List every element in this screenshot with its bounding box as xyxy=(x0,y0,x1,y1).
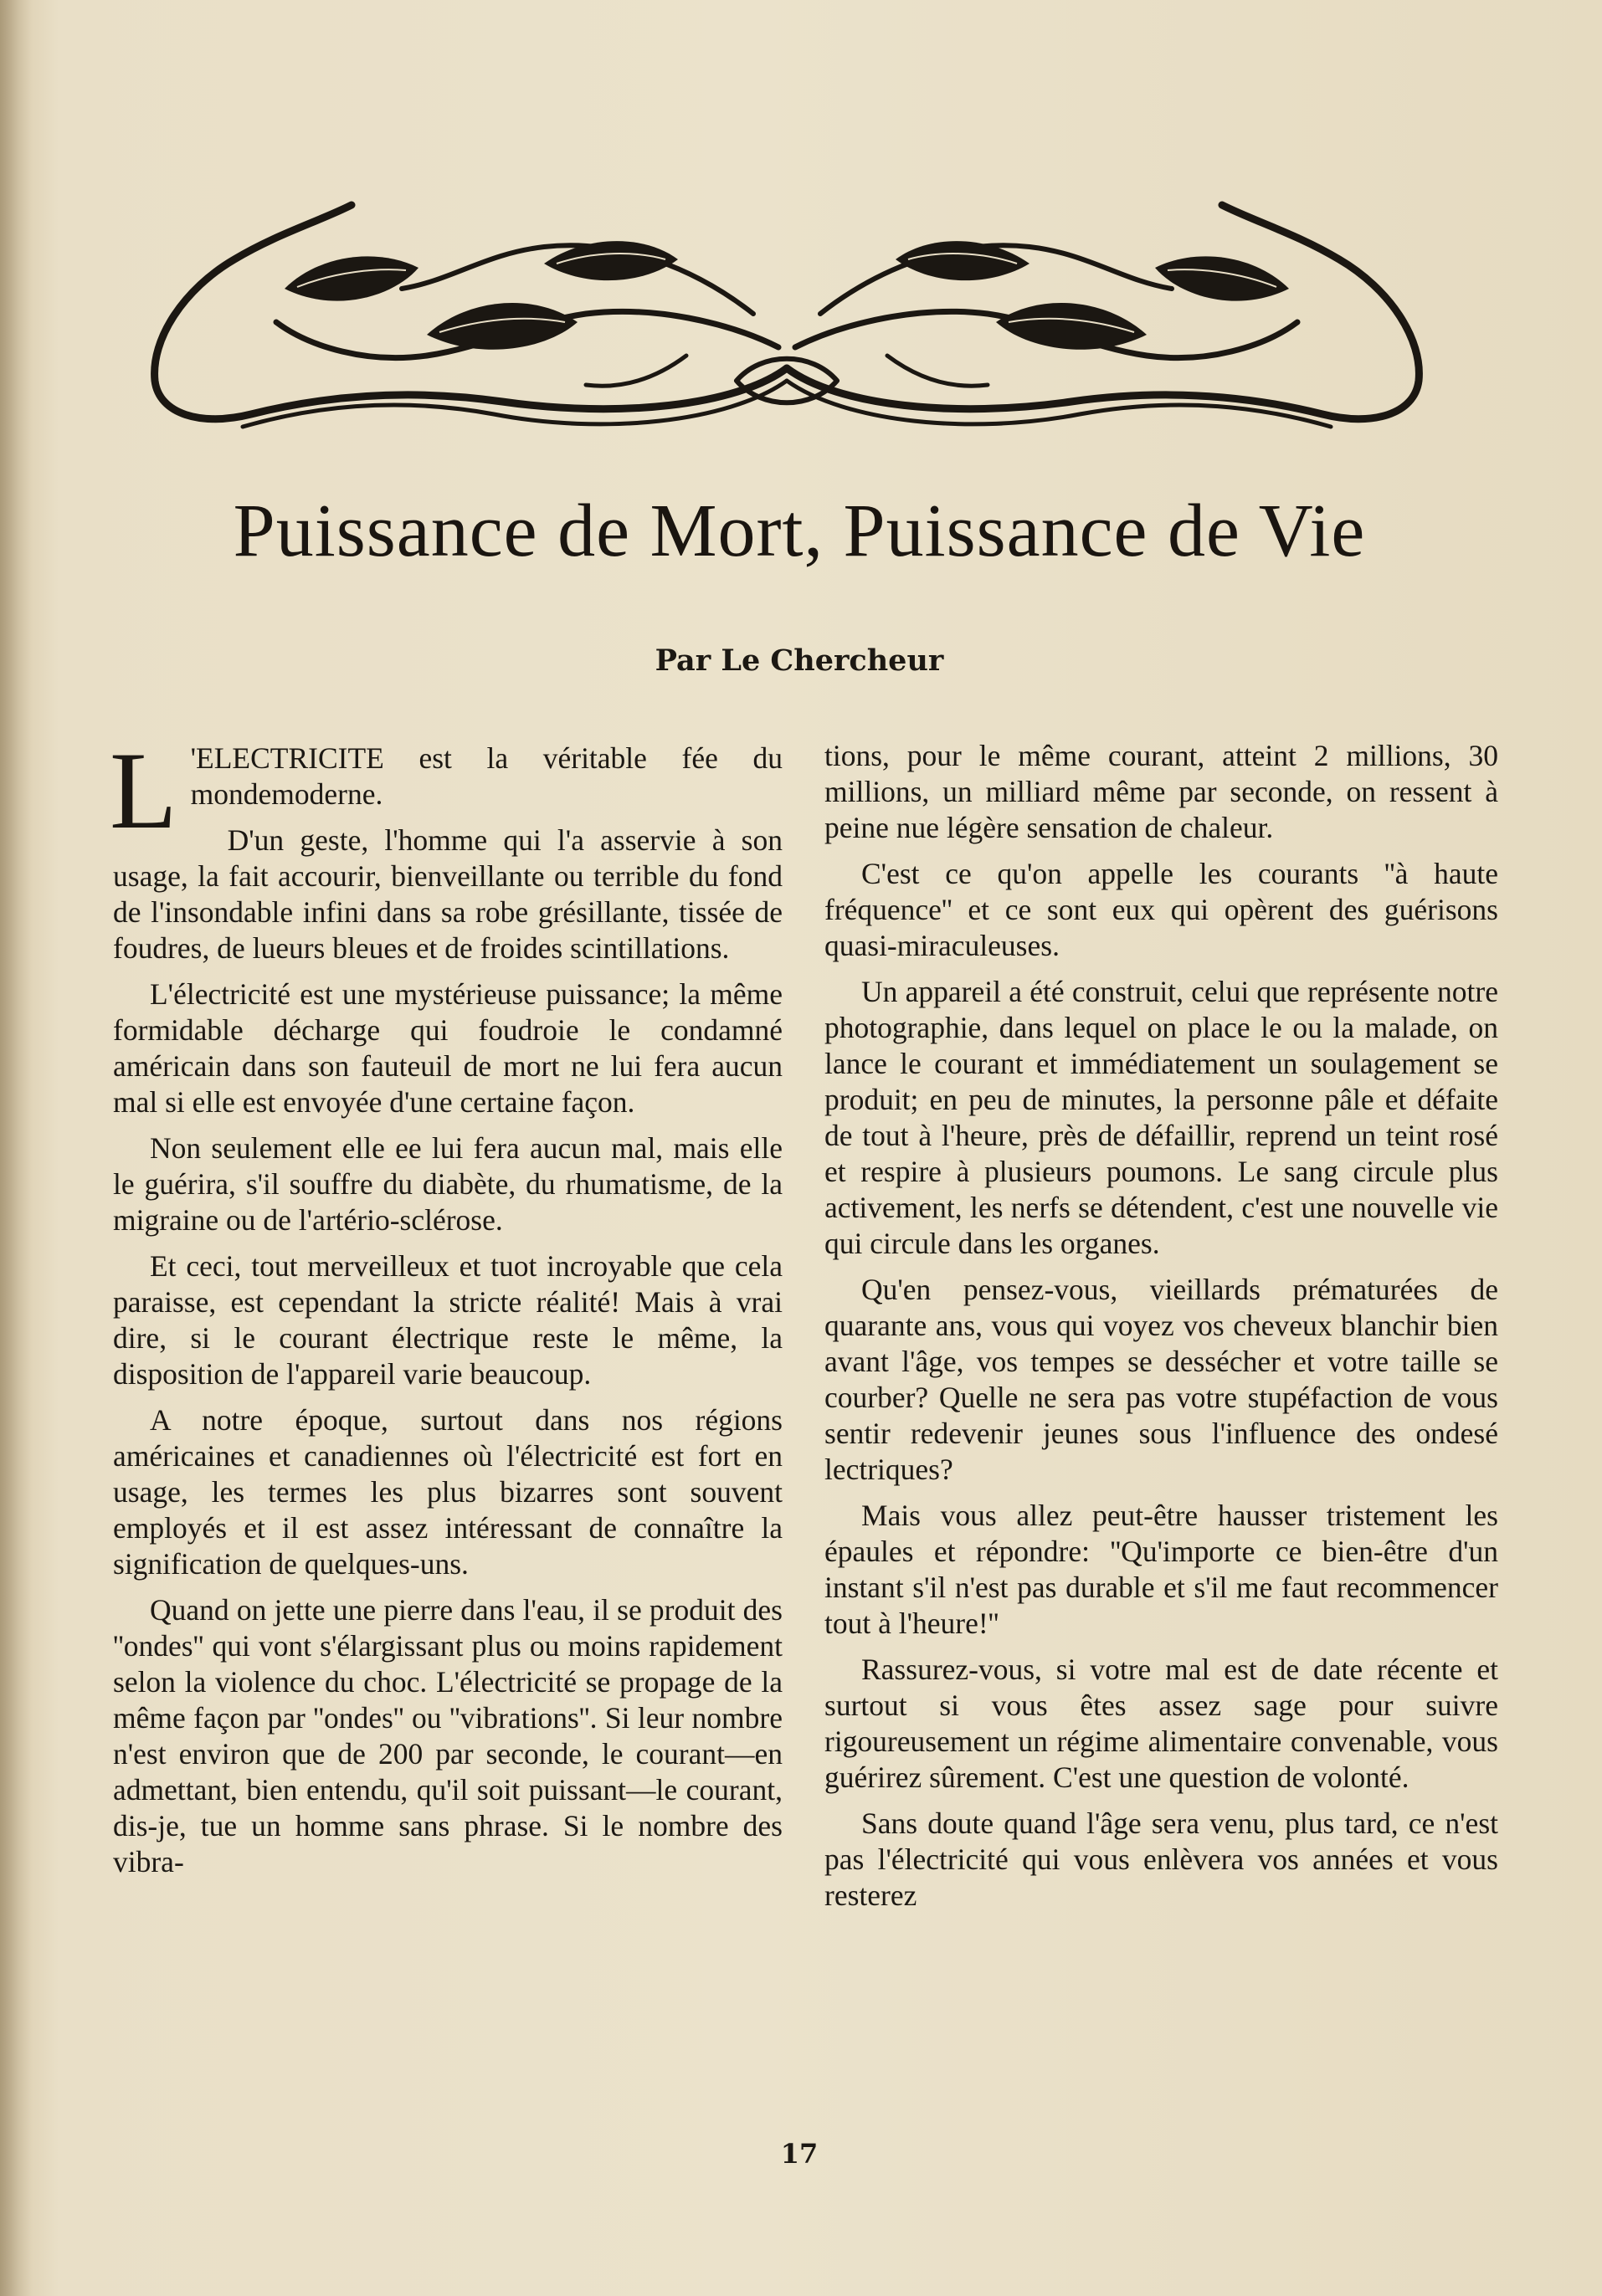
art-nouveau-floral-ribbon-icon xyxy=(151,188,1423,439)
text-column-right xyxy=(824,738,1498,1924)
paragraph-text: 'ELECTRICITE est la véritable fée du mondemoderne. xyxy=(190,741,783,811)
page-number: 17 xyxy=(780,2138,819,2170)
paragraph: Rassurez-vous, si votre mal est de date récente et surtout si vous êtes assez sage pour suivre rigoureusement un régime alimentaire convenable, vous guérirez sûrement. C'est une question de volonté. xyxy=(824,1653,1498,1794)
paragraph: D'un geste, l'homme qui l'a asservie à son usage, la fait accourir, bienveillante ou terrible du fond de l'insondable infini dans sa robe grésillante, tissée de foudres, de lueurs bleues et de froides scintillations. xyxy=(113,823,783,965)
paragraph: Quand on jette une pierre dans l'eau, il se produit des ''ondes'' qui vont s'élargissant plus ou moins rapidement selon la violence du choc. L'électricité se propage de la même façon par ''ondes'' ou ''vibrations''. Si leur nombre n'est environ que de 200 par seconde, le courant—en admettant, bien entendu, qu'il soit puissant—le courant, dis-je, tue un homme sans phrase. Si le nombre des vibra- xyxy=(113,1593,783,1878)
paragraph: L'électricité est une mystérieuse puissance; la même formidable décharge qui foudroie le condamné américain dans son fauteuil de mort ne lui fera aucun mal si elle est envoyée d'une certaine façon. xyxy=(113,977,783,1119)
article-byline: Par Le Chercheur xyxy=(655,643,944,678)
paragraph: Qu'en pensez-vous, vieillards prématurées de quarante ans, vous qui voyez vos cheveux blanchir bien avant l'âge, vos tempes se dessécher et votre taille se courber? Quelle ne sera pas votre stupéfaction de vous sentir redevenir jeunes sous l'influence des ondesé lectriques? xyxy=(824,1273,1498,1486)
paragraph: A notre époque, surtout dans nos régions américaines et canadiennes où l'électricité est fort en usage, les termes les plus bizarres sont souvent employés et il est assez intéressant de connaître la signification de quelques-uns. xyxy=(113,1403,783,1581)
binding-shadow xyxy=(0,0,32,2296)
text-column-left xyxy=(110,729,783,1890)
paragraph: Sans doute quand l'âge sera venu, plus tard, ce n'est pas l'électricité qui vous enlèvera vos années et vous resterez xyxy=(824,1807,1498,1912)
paragraph: Et ceci, tout merveilleux et tuot incroyable que cela paraisse, est cependant la stricte réalité! Mais à vrai dire, si le courant électrique reste le même, la disposition de l'appareil varie beaucoup. xyxy=(113,1249,783,1391)
paragraph: C'est ce qu'on appelle les courants ''à haute fréquence'' et ce sont eux qui opèrent des guérisons quasi-miraculeuses. xyxy=(824,857,1498,962)
drop-cap: L xyxy=(110,729,177,852)
paragraph: Mais vous allez peut-être hausser tristement les épaules et répondre: ''Qu'importe ce bien-être d'un instant s'il n'est pas durable et s'il me faut recommencer tout à l'heure!'' xyxy=(824,1499,1498,1640)
article-title: Puissance de Mort, Puissance de Vie xyxy=(233,489,1366,572)
paragraph: tions, pour le même courant, atteint 2 millions, 30 millions, un milliard même par seconde, on ressent à peine nue légère sensation de chaleur. xyxy=(824,739,1498,844)
paragraph: Un appareil a été construit, celui que représente notre photographie, dans lequel on place le ou la malade, on lance le courant et immédiatement un soulagement se produit; en peu de minutes, la personne pâle et défaite de tout à l'heure, près de défaillir, reprend un teint rosé et respire à plusieurs poumons. Le sang circule plus activement, les nerfs se détendent, c'est une nouvelle vie qui circule dans les organes. xyxy=(824,975,1498,1260)
paragraph: Non seulement elle ee lui fera aucun mal, mais elle le guérira, s'il souffre du diabète, du rhumatisme, de la migraine ou de l'artério-sclérose. xyxy=(113,1131,783,1237)
paragraph xyxy=(110,729,783,852)
